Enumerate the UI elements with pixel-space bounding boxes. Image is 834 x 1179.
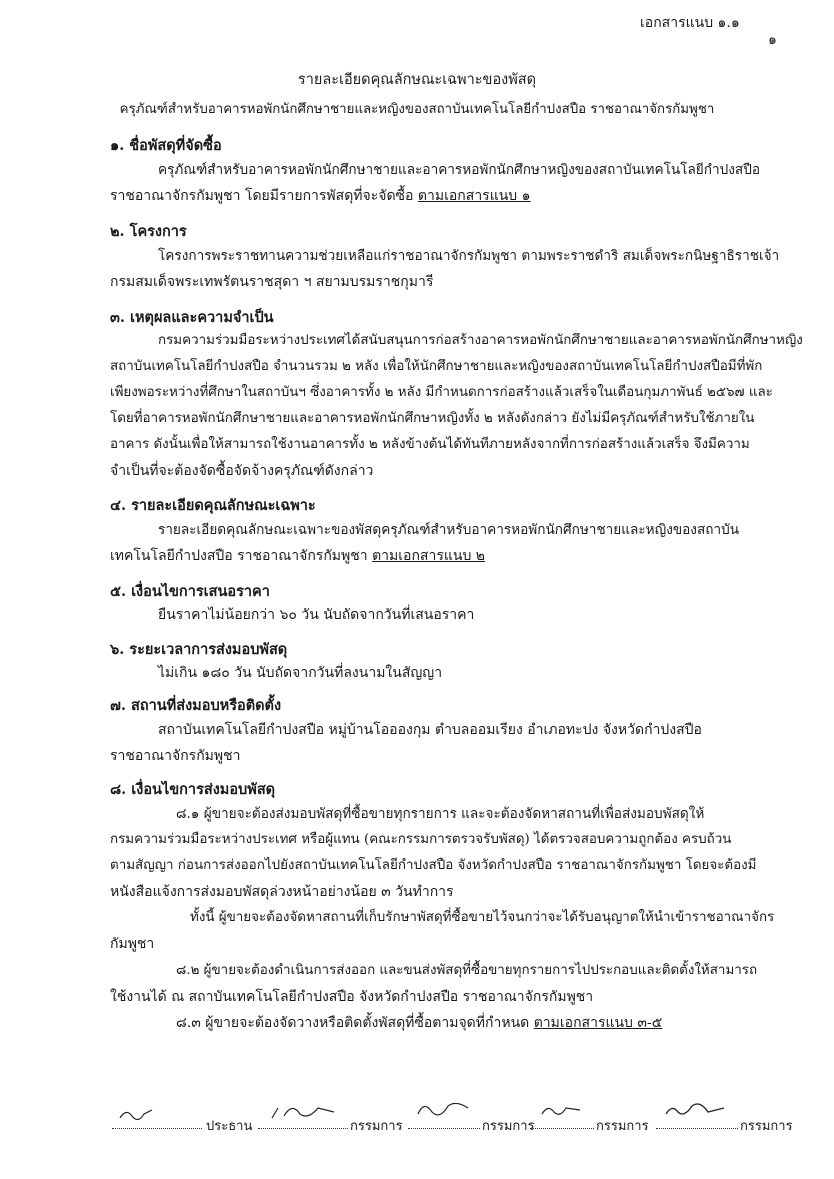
section-8-1-line: กัมพูชา (110, 936, 155, 952)
member-role-label: กรรมการ (596, 1119, 649, 1134)
signature-mark (540, 1102, 584, 1120)
attachment-link[interactable]: ตามเอกสารแนบ ๒ (372, 548, 486, 564)
section-4-heading: ๔. รายละเอียดคุณลักษณะเฉพาะ (110, 497, 316, 514)
section-8-1-line: ตามสัญญา ก่อนการส่งออกไปยังสถาบันเทคโนโลยีกำปงสปือ จังหวัดกำปงสปือ ราชอาณาจักรกัมพูชา โดยจะต้องมี (110, 858, 757, 873)
signature-mark (664, 1100, 728, 1120)
section-1-text: ราชอาณาจักรกัมพูชา โดยมีรายการพัสดุที่จะจัดซื้อ (110, 188, 414, 204)
section-7-line: สถาบันเทคโนโลยีกำปงสปือ หมู่บ้านโอออง​กุม ตำบลออมเรียง อำเภอทะปง จังหวัดกำปงสปือ (158, 722, 702, 738)
member-role-label: กรรมการ (482, 1119, 535, 1134)
member-role-label: กรรมการ (740, 1119, 793, 1134)
signature-mark (414, 1098, 474, 1120)
section-3-line: กรมความร่วมมือระหว่างประเทศได้สนับสนุนการก่อสร้างอาคารหอพักนักศึกษาชายและอาคารหอพักนักศึกษาหญิง (158, 333, 803, 348)
section-2-line: โครงการพระราชทานความช่วยเหลือแก่ราชอาณาจักรกัมพูชา ตามพระราชดำริ สมเด็จพระกนิษฐาธิราชเจ้า (158, 248, 780, 264)
section-8-heading: ๘. เงื่อนไขการส่งมอบพัสดุ (110, 781, 276, 798)
section-8-1-line: ๘.๑ ผู้ขายจะต้องส่งมอบพัสดุที่ซื้อขายทุกรายการ และจะต้องจัดหาสถานที่เพื่อส่งมอบพัสดุให้ (176, 806, 705, 822)
section-1-heading: ๑. ชื่อพัสดุที่จัดซื้อ (110, 137, 222, 154)
section-3-line: เพียงพอระหว่างที่ศึกษาในสถาบันฯ ซึ่งอาคารทั้ง ๒ หลัง มีกำหนดการก่อสร้างแล้วเสร็จในเดือนกุมภาพันธ์ ๒๕๖๗ และ (110, 385, 773, 400)
signature-mark (118, 1104, 158, 1124)
section-8-3-line (176, 1015, 662, 1031)
section-8-1-line: ทั้งนี้ ผู้ขายจะต้องจัดหาสถานที่เก็บรักษาพัสดุที่ซื้อขายไว้จนกว่าจะได้รับอนุญาตให้นำเข้าราชอาณาจักร (190, 910, 775, 925)
attachment-reference: เอกสารแนบ ๑.๑ (640, 15, 740, 31)
section-3-heading: ๓. เหตุผลและความจำเป็น (110, 309, 274, 326)
section-5-line: ยืนราคาไม่น้อยกว่า ๖๐ วัน นับถัดจากวันที่เสนอราคา (158, 607, 475, 623)
signature-mark (268, 1100, 340, 1122)
section-6-heading: ๖. ระยะเวลาการส่งมอบพัสดุ (110, 641, 288, 658)
section-8-3-text: ๘.๓ ผู้ขายจะต้องจัดวางหรือติดตั้งพัสดุที่ซื้อตามจุดที่กำหนด (176, 1015, 530, 1031)
section-3-line: จำเป็นที่จะต้องจัดซื้อจัดจ้างครุภัณฑ์ดังกล่าว (110, 463, 374, 479)
document-title: รายละเอียดคุณลักษณะเฉพาะของพัสดุ (297, 72, 537, 88)
section-4-line: รายละเอียดคุณลักษณะเฉพาะของพัสดุครุภัณฑ์สำหรับอาคารหอพักนักศึกษาชายและหญิงของสถาบัน (158, 522, 740, 538)
section-8-1-line: กรมความร่วมมือระหว่างประเทศ หรือผู้แทน (คณะกรรมการตรวจรับพัสดุ) ได้ตรวจสอบความถูกต้อง ครบถ้วน (110, 832, 732, 847)
chair-role-label: ประธาน (206, 1119, 253, 1134)
section-4-text: เทคโนโลยีกำปงสปือ ราชอาณาจักรกัมพูชา (110, 548, 368, 564)
attachment-link[interactable]: ตามเอกสารแนบ ๑ (417, 188, 531, 204)
section-1-line: ครุภัณฑ์สำหรับอาคารหอพักนักศึกษาชายและอาคารหอพักนักศึกษาหญิงของสถาบันเทคโนโลยีกำปงสปือ (158, 162, 760, 178)
section-3-line: สถาบันเทคโนโลยีกำปงสปือ จำนวนรวม ๒ หลัง เพื่อให้นักศึกษาชายและหญิงของสถาบันเทคโนโลยีกำปงสปือมีที่พัก (110, 359, 763, 374)
section-2-heading: ๒. โครงการ (110, 223, 187, 240)
section-3-line: โดยที่อาคารหอพักนักศึกษาชายและอาคารหอพักนักศึกษาหญิงทั้ง ๒ หลังดังกล่าว ยังไม่มีครุภัณฑ์สำหรับใช้ภายใน (110, 411, 755, 426)
section-8-1-line: หนังสือแจ้งการส่งมอบพัสดุล่วงหน้าอย่างน้อย ๓ วันทำการ (110, 884, 454, 900)
section-6-line: ไม่เกิน ๑๘๐ วัน นับถัดจากวันที่ลงนามในสัญญา (158, 665, 443, 681)
section-1-line (110, 188, 531, 204)
section-7-line: ราชอาณาจักรกัมพูชา (110, 748, 241, 764)
document-subtitle: ครุภัณฑ์สำหรับอาคารหอพักนักศึกษาชายและหญิงของสถาบันเทคโนโลยีกำปงสปือ ราชอาณาจักรกัมพูชา (119, 102, 715, 117)
section-3-line: อาคาร ดังนั้นเพื่อให้สามารถใช้งานอาคารทั้ง ๒ หลังข้างต้นได้ทันทีภายหลังจากที่การก่อสร้างแล้วเสร็จ จึงมีความ (110, 437, 750, 452)
section-8-2-line: ๘.๒ ผู้ขายจะต้องดำเนินการส่งออก และขนส่งพัสดุที่ซื้อขายทุกรายการไปประกอบและติดตั้งให้สามารถ (176, 963, 758, 978)
page-number: ๑ (768, 32, 777, 48)
section-5-heading: ๕. เงื่อนไขการเสนอราคา (110, 583, 270, 600)
section-7-heading: ๗. สถานที่ส่งมอบหรือติดตั้ง (110, 697, 282, 714)
section-4-line (110, 548, 485, 564)
member-role-label: กรรมการ (350, 1119, 403, 1134)
attachment-link[interactable]: ตามเอกสารแนบ ๓-๕ (533, 1015, 663, 1031)
section-2-line: กรมสมเด็จพระเทพรัตนราชสุดา ฯ สยามบรมราชกุมารี (110, 274, 434, 290)
section-8-2-line: ใช้งานได้ ณ สถาบันเทคโนโลยีกำปงสปือ จังหวัดกำปงสปือ ราชอาณาจักรกัมพูชา (110, 989, 594, 1005)
